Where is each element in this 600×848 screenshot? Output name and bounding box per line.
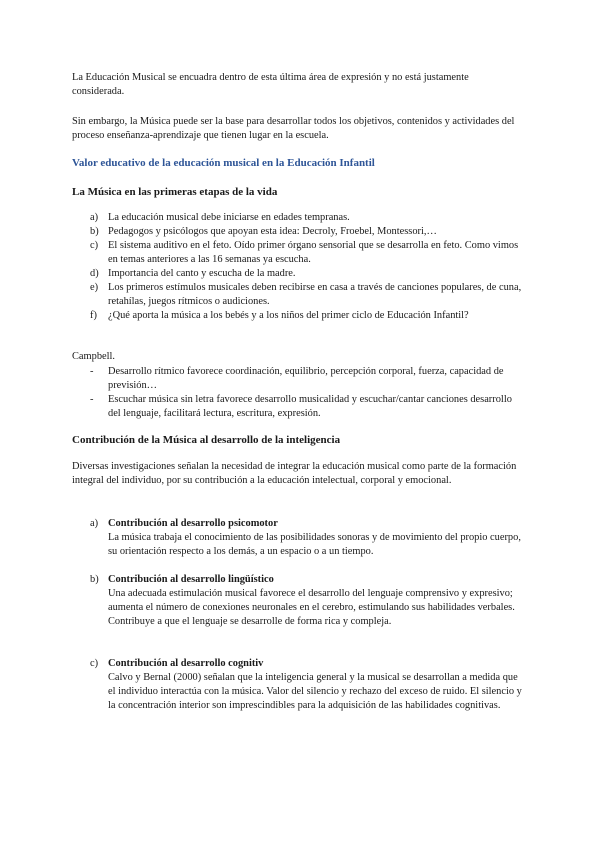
section-title: Valor educativo de la educación musical en la Educación Infantil [72, 157, 375, 169]
list-item [72, 365, 522, 393]
list-marker: b) [90, 226, 99, 237]
intro-text-1: La Educación Musical se encuadra dentro de esta última área de expresión y no está justamente considerada. [72, 72, 469, 97]
list-item-text: Los primeros estímulos musicales deben recibirse en casa a través de canciones populares, de cuna, retahílas, juegos rítmicos o audiciones. [108, 282, 522, 307]
list-item [72, 239, 522, 267]
list-item-text: Desarrollo rítmico favorece coordinación, equilibrio, percepción corporal, fuerza, capacidad de previsión… [108, 366, 504, 391]
contribution-item-c [72, 657, 522, 713]
intro-paragraph-1 [72, 71, 522, 99]
contribution-item-b [72, 573, 522, 629]
subsection2-title: Contribución de la Música al desarrollo de la inteligencia [72, 434, 341, 446]
contribution-title: Contribución al desarrollo lingüístico [108, 574, 274, 585]
list-marker: - [90, 366, 94, 377]
campbell-label: Campbell. [72, 351, 115, 362]
contribution-text: Una adecuada estimulación musical favorece el desarrollo del lenguaje comprensivo y expresivo; aumenta el número de conexiones neuronales en el cerebro, estimulando sus habilidades verbales. Contribuye a que el lenguaje se desarrolle de forma rica y compleja. [108, 588, 515, 627]
list-item-text: Escuchar música sin letra favorece desarrollo musicalidad y escuchar/cantar canciones desarrollo del lenguaje, facilitará lectura, escritura, expresión. [108, 394, 512, 419]
list-item [72, 517, 522, 559]
contribution-item-a [72, 517, 522, 559]
subsection2-intro-text: Diversas investigaciones señalan la necesidad de integrar la educación musical como parte de la formación integral del individuo, por su contribución a la educación intelectual, corporal y emocional. [72, 461, 517, 486]
contribution-text: Calvo y Bernal (2000) señalan que la inteligencia general y la musical se desarrollan a medida que el individuo interactúa con la música. Valor del silencio y rechazo del exceso de ruido. El silencio y la concentración interior son imprescindibles para la adquisición de las habilidades cognitivas. [108, 672, 522, 711]
intro-text-2: Sin embargo, la Música puede ser la base para desarrollar todos los objetivos, contenidos y actividades del proceso enseñanza-aprendizaje que tienen lugar en la escuela. [72, 116, 515, 141]
list-marker: d) [90, 268, 99, 279]
campbell-list [72, 365, 522, 421]
list-item [72, 309, 522, 323]
contribution-title: Contribución al desarrollo cognitiv [108, 658, 264, 669]
list-marker: a) [90, 212, 99, 223]
contribution-text: La música trabaja el conocimiento de las posibilidades sonoras y de movimiento del propio cuerpo, su orientación respecto a los demás, a un espacio o a un tiempo. [108, 532, 521, 557]
subsection1-title: La Música en las primeras etapas de la vida [72, 186, 278, 198]
intro-paragraph-2 [72, 115, 522, 143]
list-marker: c) [90, 240, 99, 251]
list-item-text: Importancia del canto y escucha de la madre. [108, 268, 296, 279]
list-item-text: La educación musical debe iniciarse en edades tempranas. [108, 212, 350, 223]
contribution-title: Contribución al desarrollo psicomotor [108, 518, 278, 529]
list-marker: c) [90, 658, 99, 669]
list-item [72, 657, 522, 713]
list-item-text: El sistema auditivo en el feto. Oído primer órgano sensorial que se desarrolla en feto. Como vimos en temas anteriores a las 16 semanas ya escucha. [108, 240, 519, 265]
list-marker: b) [90, 574, 99, 585]
list-item [72, 573, 522, 629]
subsection1-list [72, 211, 522, 323]
list-item [72, 267, 522, 281]
list-item-text: Pedagogos y psicólogos que apoyan esta idea: Decroly, Froebel, Montessori,… [108, 226, 437, 237]
list-item [72, 393, 522, 421]
list-marker: e) [90, 282, 99, 293]
list-item-text: ¿Qué aporta la música a los bebés y a los niños del primer ciclo de Educación Infantil? [108, 310, 469, 321]
list-item [72, 281, 522, 309]
list-marker: f) [90, 310, 97, 321]
list-marker: - [90, 394, 94, 405]
list-item [72, 211, 522, 225]
list-marker: a) [90, 518, 99, 529]
subsection2-intro [72, 460, 522, 488]
list-item [72, 225, 522, 239]
